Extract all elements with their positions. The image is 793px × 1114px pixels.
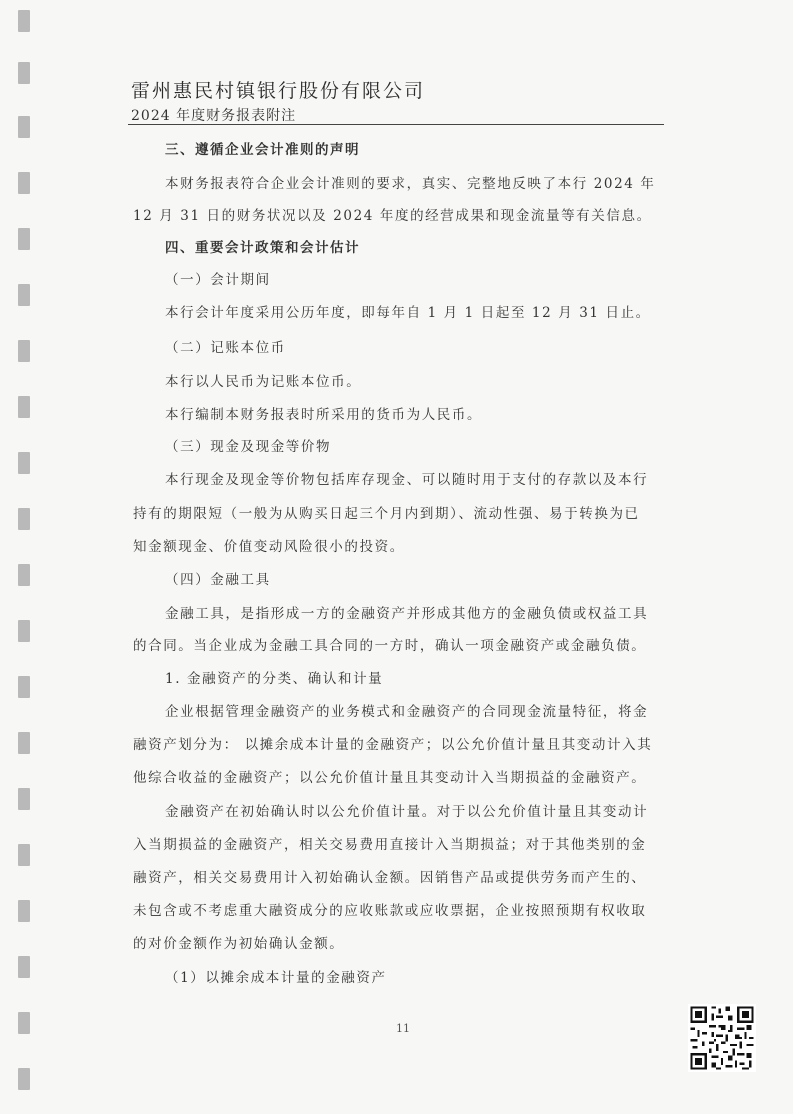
subsection-heading: （四）金融工具 <box>165 572 271 588</box>
paragraph-line: 的对价金额作为初始确认金额。 <box>133 936 345 952</box>
paragraph-line: 知金额现金、价值变动风险很小的投资。 <box>133 539 405 555</box>
paragraph-line: 本行以人民币为记账本位币。 <box>165 374 362 390</box>
paragraph-line: 企业根据管理金融资产的业务模式和金融资产的合同现金流量特征，将金 <box>165 704 649 720</box>
section-heading: 四、重要会计政策和会计估计 <box>165 240 360 256</box>
qr-code-icon <box>688 1004 756 1072</box>
header-rule <box>128 124 664 125</box>
paragraph-line: 本财务报表符合企业会计准则的要求，真实、完整地反映了本行 2024 年 <box>165 176 656 192</box>
paragraph-line: 持有的期限短（一般为从购买日起三个月内到期）、流动性强、易于转换为已 <box>133 506 640 522</box>
page-number: 11 <box>396 1022 410 1035</box>
header-title: 雷州惠民村镇银行股份有限公司 <box>131 80 426 102</box>
paragraph-line: 未包含或不考虑重大融资成分的应收账款或应收票据，企业按照预期有权收取 <box>133 903 647 919</box>
paragraph-line: 本行编制本财务报表时所采用的货币为人民币。 <box>165 407 483 423</box>
paragraph-line: 融资产划分为： 以摊余成本计量的金融资产；以公允价值计量且其变动计入其 <box>133 737 653 753</box>
paragraph-line: 金融资产在初始确认时以公允价值计量。对于以公允价值计量且其变动计 <box>165 804 649 820</box>
section-heading: 三、遵循企业会计准则的声明 <box>165 142 360 158</box>
paragraph-line: 的合同。当企业成为金融工具合同的一方时，确认一项金融资产或金融负债。 <box>133 638 647 654</box>
paragraph-line: 本行现金及现金等价物包括库存现金、可以随时用于支付的存款以及本行 <box>165 472 649 488</box>
paragraph-line: 本行会计年度采用公历年度，即每年自 1 月 1 日起至 12 月 31 日止。 <box>165 305 651 321</box>
header-subtitle: 2024 年度财务报表附注 <box>131 108 297 124</box>
binding-marks <box>18 0 32 1114</box>
paragraph-line: 金融工具，是指形成一方的金融资产并形成其他方的金融负债或权益工具 <box>165 606 649 622</box>
subsection-heading: 1. 金融资产的分类、确认和计量 <box>165 671 384 687</box>
paragraph-line: 融资产，相关交易费用计入初始确认金额。因销售产品或提供劳务而产生的、 <box>133 870 647 886</box>
subsection-heading: （一）会计期间 <box>165 272 271 288</box>
subsection-heading: （二）记账本位币 <box>165 340 286 356</box>
paragraph-line: 12 月 31 日的财务状况以及 2024 年度的经营成果和现金流量等有关信息。 <box>133 208 652 224</box>
paragraph-line: 他综合收益的金融资产；以公允价值计量且其变动计入当期损益的金融资产。 <box>133 770 647 786</box>
subsection-heading: （三）现金及现金等价物 <box>165 439 332 455</box>
paragraph-line: 入当期损益的金融资产，相关交易费用直接计入当期损益；对于其他类别的金 <box>133 837 647 853</box>
subsection-heading: （1）以摊余成本计量的金融资产 <box>165 970 387 986</box>
